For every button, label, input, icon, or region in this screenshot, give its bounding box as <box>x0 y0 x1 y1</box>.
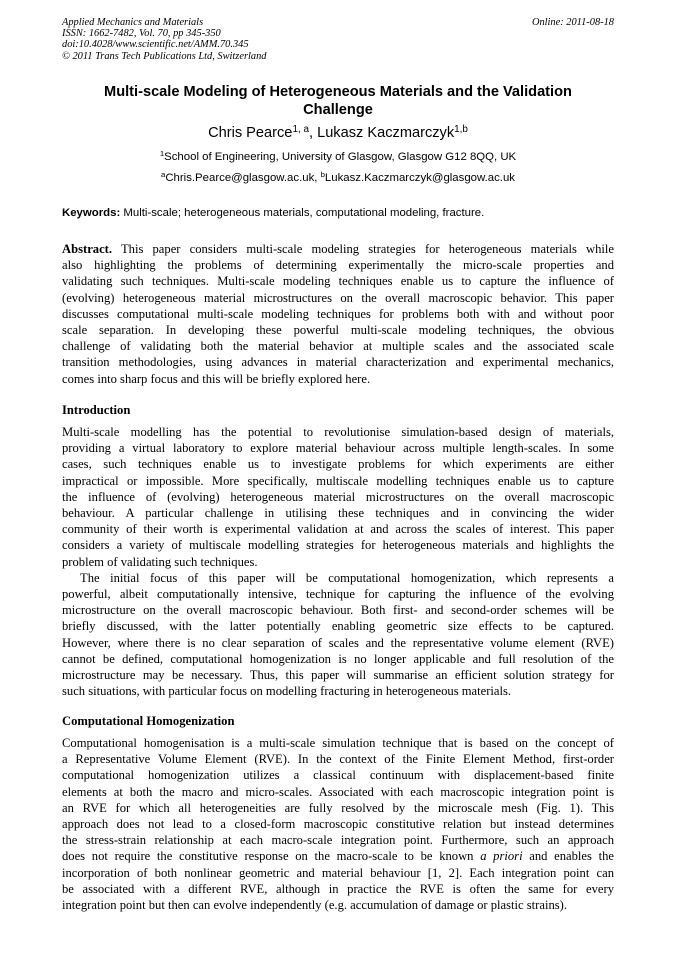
body-line: microstructure may be necessary. Thus, this paper will summarise an efficient solution strategy for <box>62 667 614 682</box>
body-line: powerful, albeit computationally intensive, technique for capturing the influence of the evolving <box>62 586 614 601</box>
body-line: behaviour. A particular challenge in utilising these techniques and in convincing the wider <box>62 505 614 520</box>
author-1-affiliation-mark: 1, a <box>292 124 309 136</box>
keywords-label: Keywords: <box>62 207 121 219</box>
body-line: problem of validating such techniques. <box>62 554 258 569</box>
body-line: However, where there is no clear separation of scales and the representative volume element (RVE) <box>62 635 614 650</box>
body-line: briefly discussed, with the latter potentially enabling geometric size effects to be captured. <box>62 619 614 634</box>
body-line: impractical or impossible. More specifically, multiscale modelling techniques enable us to capture <box>62 473 614 488</box>
body-line: the stress-strain relationship at each macro-scale integration point. Furthermore, such an approach <box>62 833 614 848</box>
body-line: an RVE for which all heterogeneities are fully resolved by the microscale mesh (Fig. 1). This <box>62 800 614 815</box>
abstract-line: validating such techniques. Multi-scale modeling techniques enable us to capture the influence of <box>62 274 614 289</box>
journal-name: Applied Mechanics and Materials <box>62 17 204 28</box>
body-line: considers a variety of multiscale modelling strategies for heterogeneous materials and highlights the <box>62 538 614 553</box>
author-1: Chris Pearce <box>208 125 293 141</box>
abstract-line: discusses computational multi-scale modeling techniques for problems both with and without poor <box>62 306 614 321</box>
author-separator: , <box>308 125 318 141</box>
body-line: approach does not lead to a closed-form macroscopic constitutive relation but instead determines <box>62 816 614 831</box>
abstract <box>62 241 614 387</box>
issn-line: ISSN: 1662-7482, Vol. 70, pp 345-350 <box>62 28 221 40</box>
introduction-paragraph-2 <box>62 570 614 700</box>
body-line: incorporation of both nonlinear geometric and material behaviour [1, 2]. Each integration point can <box>62 865 614 880</box>
abstract-line: challenge of validating both the material behavior at multiple scales and the associated scale <box>62 339 614 354</box>
body-line: be associated with a different RVE, although in practice the RVE is often the same for every <box>62 881 614 896</box>
body-line: cannot be defined, computational homogenization is no longer applicable and full resolution of the <box>62 651 614 666</box>
body-line: Multi-scale modelling has the potential to revolutionise simulation-based design of materials, <box>62 425 614 439</box>
abstract-line: (evolving) heterogeneous material microstructures on the overall macroscopic behavior. This paper <box>62 290 614 305</box>
body-line: the influence of (evolving) heterogeneous material microstructures on the overall macroscopic <box>62 489 614 504</box>
a-priori-italic: a priori <box>480 849 523 864</box>
body-line: The initial focus of this paper will be computational homogenization, which represents a <box>80 570 614 585</box>
author-2-affiliation-mark: 1,b <box>454 124 468 136</box>
title-line-2: Challenge <box>303 102 373 118</box>
body-line: providing a virtual laboratory to explore material behaviour across multiple length-scales. In some <box>62 441 614 456</box>
title-line-1: Multi-scale Modeling of Heterogeneous Materials and the Validation <box>104 84 572 100</box>
abstract-line: Abstract. This paper considers multi-scale modeling strategies for heterogeneous materials while <box>62 242 614 256</box>
email-a: Chris.Pearce@glasgow.ac.uk, <box>165 172 321 184</box>
author-emails <box>62 171 614 185</box>
affiliation-mark: 1 <box>159 149 165 159</box>
online-date: Online: 2011-08-18 <box>531 17 614 28</box>
affiliation <box>62 150 614 164</box>
author-2: Lukasz Kaczmarczyk <box>317 125 455 141</box>
keywords-text: Multi-scale; heterogeneous materials, computational modeling, fracture. <box>120 207 485 219</box>
keywords <box>62 206 614 220</box>
body-line: microstructure on the overall macroscopic behaviour. Both first- and second-order schemes will be <box>62 603 614 618</box>
introduction-paragraph-1 <box>62 424 614 570</box>
email-b: Lukasz.Kaczmarczyk@glasgow.ac.uk <box>324 172 515 184</box>
body-line: computational homogenization utilizes a classical continuum with displacement-based finite <box>62 768 614 783</box>
paper-title <box>62 83 614 119</box>
body-line: a Representative Volume Element (RVE). In the context of the Finite Element Method, first-order <box>62 752 614 767</box>
abstract-line: comes into sharp focus and this will be briefly explored here. <box>62 371 371 386</box>
journal-header <box>62 17 614 62</box>
email-mark-a: a <box>161 170 166 180</box>
body-line: elements at both the macro and micro-scales. Associated with each macroscopic integration point is <box>62 784 614 799</box>
abstract-line: scale separation. In developing these powerful multi-scale modeling techniques, the obvious <box>62 322 614 337</box>
introduction-heading: Introduction <box>62 403 131 417</box>
doi-line: doi:10.4028/www.scientific.net/AMM.70.345 <box>62 39 249 51</box>
computational-homogenization-paragraph <box>62 735 614 913</box>
author-list <box>62 124 614 142</box>
body-line: cases, such techniques enable us to investigate problems for which experiments are either <box>62 457 614 472</box>
abstract-line: transition methodologies, using advances in material characterization and experimental mechanics, <box>62 355 614 370</box>
abstract-line: also highlighting the problems of determining experimentally the micro-scale properties and <box>62 258 614 273</box>
computational-homogenization-heading: Computational Homogenization <box>62 714 235 728</box>
copyright-line: © 2011 Trans Tech Publications Ltd, Switzerland <box>62 50 267 62</box>
body-line: does not require the constitutive response on the macro-scale to be known a priori and enables the <box>62 849 614 864</box>
body-line: community of their worth is experimental validation at and across the scales of interest. This paper <box>62 522 614 537</box>
body-line: Computational homogenisation is a multi-scale simulation technique that is based on the concept of <box>62 736 614 750</box>
body-line: integration point but then can evolve independently (e.g. accumulation of damage or plastic strains). <box>62 897 567 912</box>
affiliation-text: School of Engineering, University of Glasgow, Glasgow G12 8QQ, UK <box>164 151 517 163</box>
body-line: such situations, with particular focus on modelling fracturing in heterogeneous materials. <box>62 684 512 699</box>
email-mark-b: b <box>320 170 325 180</box>
abstract-label: Abstract. <box>62 242 113 256</box>
